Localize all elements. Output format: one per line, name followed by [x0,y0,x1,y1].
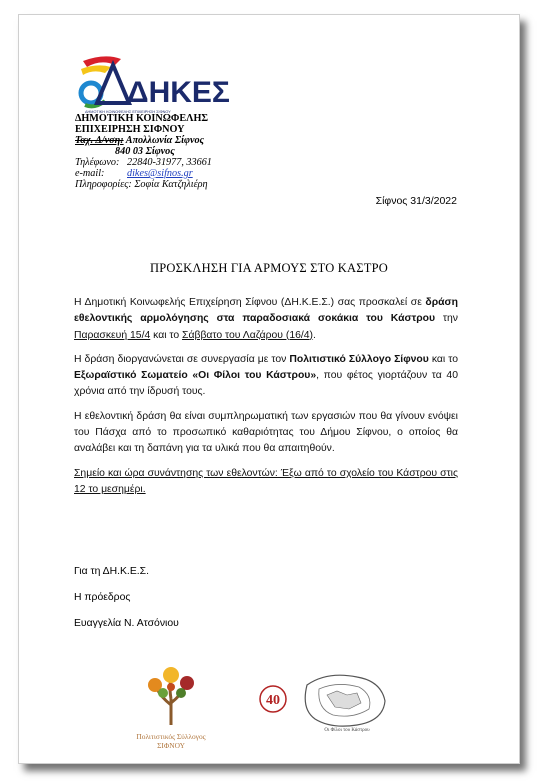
cultural-caption-2: ΣΙΦΝΟΥ [157,741,185,750]
address-label: Ταχ. Δ/νση: [75,135,124,146]
org-address [75,135,212,146]
friends-caption: Οι Φίλοι του Κάστρου [324,728,370,733]
logo-text: ΔΗΚΕΣ [127,76,230,109]
org-name-line2: ΕΠΙΧΕΙΡΗΣΗ ΣΙΦΝΟΥ [75,124,185,135]
letter-date: Σίφνος 31/3/2022 [375,195,457,207]
p1-date-2: Σάββατο του Λαζάρου (16/4) [182,329,314,341]
friends-of-kastro-logo [257,665,397,735]
paragraph-1: Η Δημοτική Κοινωφελής Επιχείρηση Σίφνου (ΔΗ.Κ.Ε.Σ.) σας προσκαλεί σε δράση εθελοντικής αρμολόγησης στα παραδοσιακά σοκάκια του Κάστρου την Παρασκευή 15/4 και το Σάββατο του Λαζάρου (16/4). [74,297,458,341]
logo-subtitle: ΔΗΜΟΤΙΚΗ ΚΟΙΝΩΦΕΛΗΣ ΕΠΙΧΕΙΡΗΣΗ ΣΙΦΝΟΥ [85,110,171,114]
org-postcode: 840 03 Σίφνος [115,146,175,157]
p2-bold-2: Εξωραϊστικό Σωματείο «Οι Φίλοι του Κάστρου» [74,370,317,382]
address-value: Απολλωνία Σίφνος [123,135,205,146]
anniversary-badge: 40 [266,693,280,708]
cultural-association-logo [123,665,219,755]
paragraph-3: Η εθελοντική δράση θα είναι συμπληρωματική των εργασιών που θα γίνουν ενόψει του Πάσχα από το προσωπικό καθαριότητας του Δήμου Σίφνου, ο οποίος θα αναλάβει και τη δαπάνη για τα υλικά που θα απαιτηθούν. [74,410,458,455]
email-label: e-mail: [75,168,105,179]
p2-bold-1: Πολιτιστικό Σύλλογο Σίφνου [289,353,429,365]
org-phone [75,157,212,168]
tree-icon [141,665,201,727]
phone-value: 22840-31977, 33661 [127,157,212,168]
letter-title: ΠΡΟΣΚΛΗΣΗ ΓΙΑ ΑΡΜΟΥΣ ΣΤΟ ΚΑΣΤΡΟ [150,261,388,275]
sign-role: Η πρόεδρος [74,592,131,603]
paragraph-2: Η δράση διοργανώνεται σε συνεργασία με τον Πολιτιστικό Σύλλογο Σίφνου και το Εξωραϊστικό Σωματείο «Οι Φίλοι του Κάστρου», που φέτος γιορτάζουν τα 40 χρόνια από την ίδρυσή τους. [74,353,458,398]
cultural-caption-1: Πολιτιστικός Σύλλογος [136,732,206,741]
letter-body [74,295,458,506]
org-info: Πληροφορίες: Σοφία Κατζηλιέρη [75,179,208,190]
paragraph-4-meeting-point: Σημείο και ώρα συνάντησης των εθελοντών: Έξω από το σχολείο του Κάστρου στις 12 το μεσημέρι. [74,467,458,495]
p1-bold: δράση εθελοντικής αρμολόγησης στα παραδοσιακά σοκάκια του Κάστρου [74,297,458,325]
org-name-line1: ΔΗΜΟΤΙΚΗ ΚΟΙΝΩΦΕΛΗΣ [75,113,209,124]
sign-name: Ευαγγελία Ν. Ατσόνιου [74,618,179,629]
sender-block [75,113,212,190]
sign-for: Για τη ΔΗ.Κ.Ε.Σ. [74,566,149,577]
email-link[interactable]: dikes@sifnos.gr [127,168,193,179]
phone-label: Τηλέφωνο: [75,157,120,168]
letter-page [18,14,520,764]
p1-date-1: Παρασκευή 15/4 [74,329,151,341]
signature-block [74,559,179,637]
org-email [75,168,212,179]
